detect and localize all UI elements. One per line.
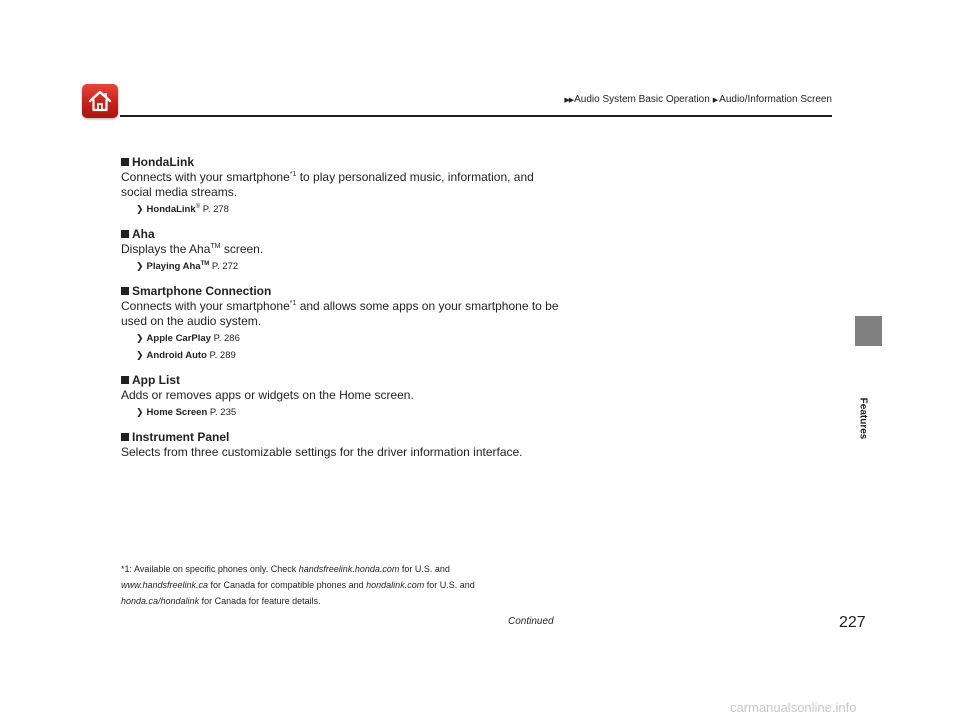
header-divider xyxy=(120,115,832,117)
continued-label: Continued xyxy=(508,616,554,627)
section-hondalink xyxy=(121,155,561,217)
section-body: Selects from three customizable settings for the driver information interface. xyxy=(121,445,523,459)
page-number: 227 xyxy=(839,614,866,631)
home-button[interactable] xyxy=(82,84,118,118)
square-bullet-icon xyxy=(121,433,129,441)
square-bullet-icon xyxy=(121,287,129,295)
footnote: *1: Available on specific phones only. Check handsfreelink.honda.com for U.S. and www.handsfreelink.ca for Canada for compatible phones and hondalink.com for U.S. and honda.ca/hondalink for Canada for feature details. xyxy=(121,564,475,606)
side-tab-label: Features xyxy=(857,397,869,439)
main-content xyxy=(121,155,561,470)
arrow-right-icon: ❯ xyxy=(136,204,144,214)
section-instrument-panel xyxy=(121,430,561,460)
square-bullet-icon xyxy=(121,376,129,384)
section-body: Adds or removes apps or widgets on the Home screen. xyxy=(121,388,414,402)
cross-reference-link[interactable]: ❯ Apple CarPlay P. 286 xyxy=(136,333,240,344)
cross-reference-link[interactable]: ❯ Android Auto P. 289 xyxy=(136,350,236,361)
section-smartphone-connection xyxy=(121,284,561,363)
section-body: Connects with your smartphone$^{*1}$ and allows some apps on your smartphone to be used on the audio system. xyxy=(121,299,559,328)
breadcrumb xyxy=(564,94,832,105)
triangle-right-icon: ▶ xyxy=(712,96,718,104)
triangle-right-icon: ▶▶ xyxy=(564,96,574,104)
section-app-list xyxy=(121,373,561,420)
section-aha xyxy=(121,227,561,274)
section-body: Connects with your smartphone$^{*1}$ to play personalized music, information, and social media streams. xyxy=(121,170,534,199)
square-bullet-icon xyxy=(121,230,129,238)
cross-reference-link[interactable]: ❯ Playing Aha™ P. 272 xyxy=(136,261,239,272)
watermark: carmanualsonline.info xyxy=(730,700,857,715)
section-heading: HondaLink xyxy=(121,155,561,170)
arrow-right-icon: ❯ xyxy=(136,407,144,417)
cross-reference-link[interactable]: ❯ Home Screen P. 235 xyxy=(136,407,237,418)
section-heading: App List xyxy=(121,373,561,388)
section-body: Displays the Aha™ screen. xyxy=(121,242,264,256)
arrow-right-icon: ❯ xyxy=(136,261,144,271)
section-heading: Aha xyxy=(121,227,561,242)
square-bullet-icon xyxy=(121,158,129,166)
section-heading: Smartphone Connection xyxy=(121,284,561,299)
arrow-right-icon: ❯ xyxy=(136,350,144,360)
breadcrumb-item[interactable]: Audio/Information Screen xyxy=(719,94,832,105)
cross-reference-link[interactable]: ❯ HondaLink® P. 278 xyxy=(136,204,229,215)
breadcrumb-item[interactable]: Audio System Basic Operation xyxy=(574,94,710,105)
features-tab[interactable] xyxy=(855,316,882,346)
home-icon xyxy=(87,89,113,113)
section-heading: Instrument Panel xyxy=(121,430,561,445)
arrow-right-icon: ❯ xyxy=(136,333,144,343)
